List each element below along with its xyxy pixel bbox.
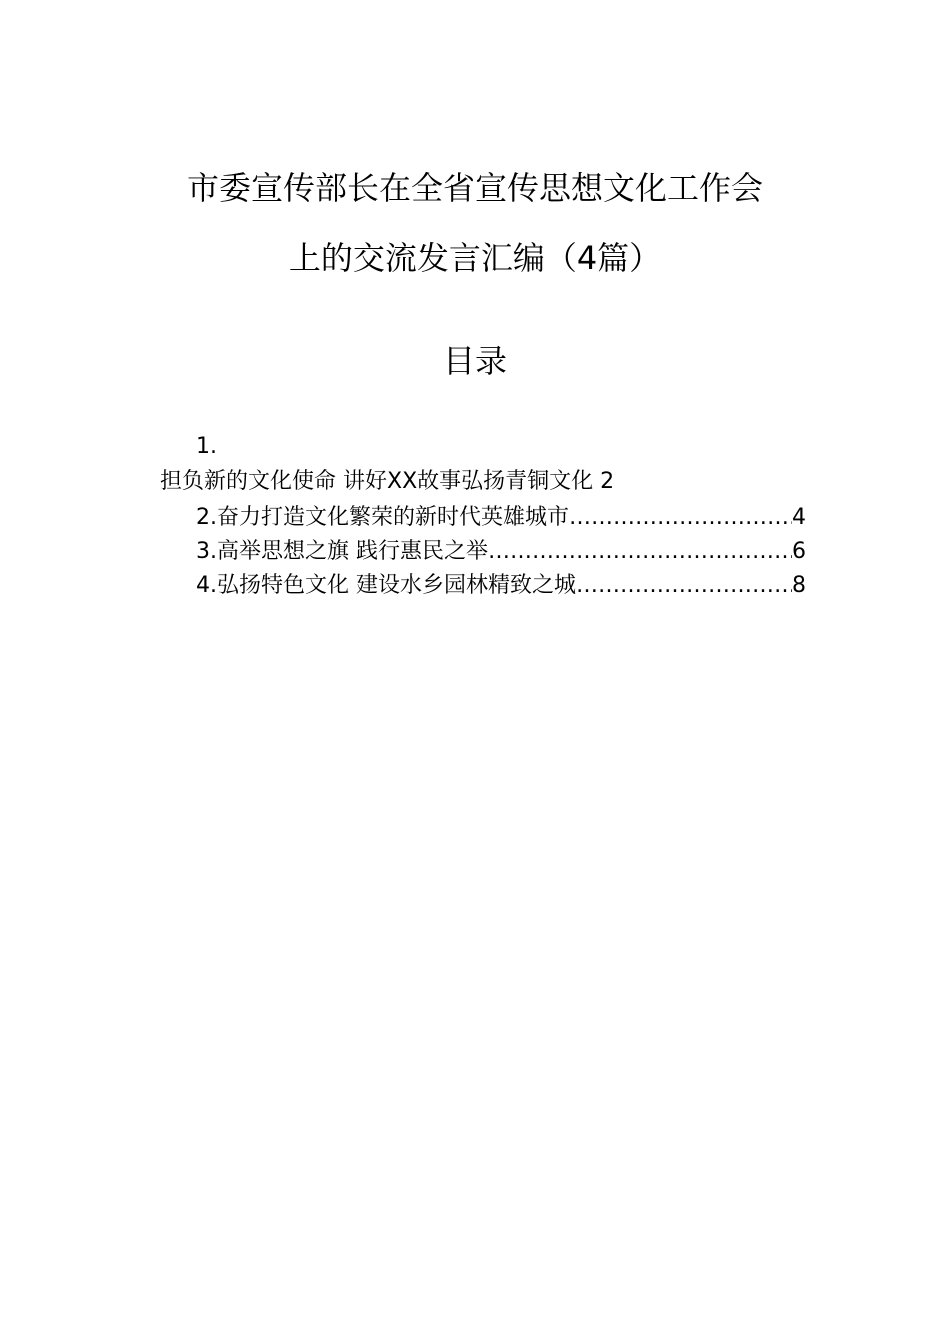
toc-entry-1-text[interactable]: 担负新的文化使命 讲好XX故事弘扬青铜文化 2 (160, 469, 615, 494)
document-title-line-2: 上的交流发言汇编（4篇） (288, 239, 662, 277)
document-title-line-1: 市委宣传部长在全省宣传思想文化工作会 (186, 169, 763, 207)
toc-entry-2[interactable] (196, 503, 806, 533)
toc-entry-label: 3.高举思想之旗 践行惠民之举 (196, 539, 488, 564)
toc-page-number: 6 (792, 539, 806, 564)
toc-entry-label: 2.奋力打造文化繁荣的新时代英雄城市 (196, 505, 569, 530)
toc-dot-leader (576, 571, 792, 601)
toc-dot-leader (569, 503, 792, 533)
toc-page-number: 4 (792, 505, 806, 530)
toc-entry-3[interactable] (196, 537, 806, 567)
toc-page-number: 8 (792, 573, 806, 598)
toc-entry-label: 4.弘扬特色文化 建设水乡园林精致之城 (196, 573, 576, 598)
toc-entry-4[interactable] (196, 571, 806, 601)
toc-heading: 目录 (442, 342, 507, 380)
toc-entry-1-number[interactable]: 1. (196, 434, 217, 459)
toc-dot-leader (488, 537, 792, 567)
